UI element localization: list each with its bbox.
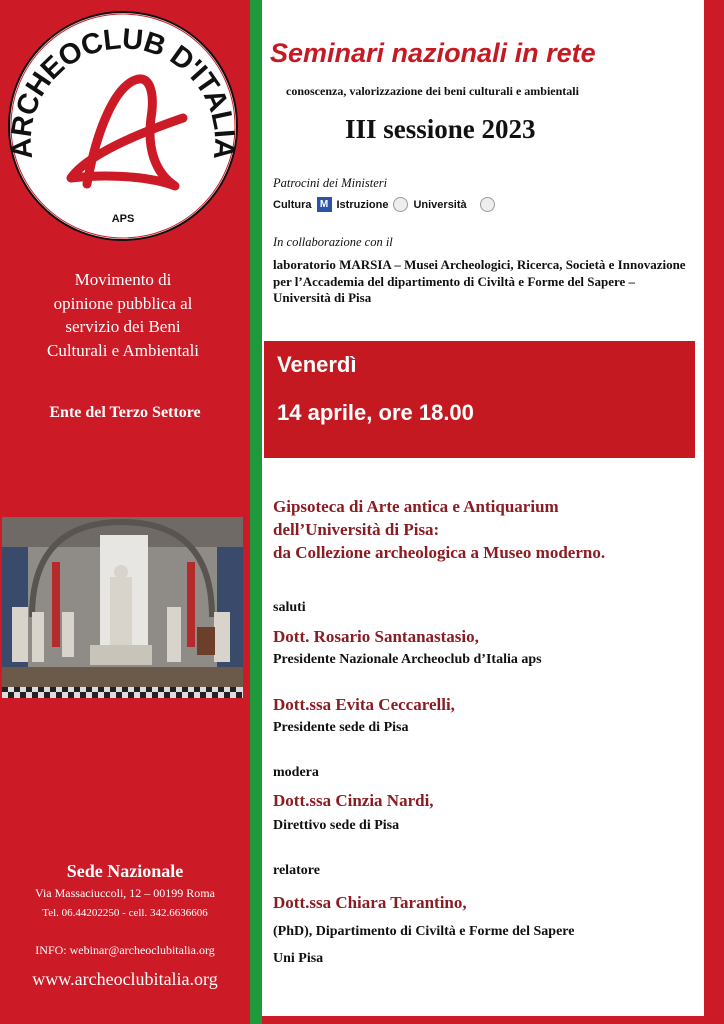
ministry-istruzione-icon: M (317, 197, 332, 212)
modera-label: modera (273, 765, 319, 780)
phone-text: Tel. 06.44202250 - cell. 342.6636606 (42, 907, 208, 919)
gipsoteca-photo (2, 517, 243, 698)
moderator-name: Dott.ssa Cinzia Nardi, (273, 791, 434, 810)
speaker-role-2: Uni Pisa (273, 951, 324, 966)
banner-datetime: 14 aprile, ore 18.00 (277, 400, 474, 425)
speaker-name: Dott.ssa Chiara Tarantino, (273, 893, 467, 912)
speaker2-name: Dott.ssa Evita Ceccarelli, (273, 695, 455, 714)
speaker-role-1: (PhD), Dipartimento di Civiltà e Forme del Sapere (273, 924, 575, 939)
emblem-icon (480, 197, 495, 212)
info-email-link[interactable]: INFO: webinar@archeoclubitalia.org (35, 943, 215, 957)
page-title: Seminari nazionali in rete (270, 38, 596, 68)
collab-label: In collaborazione con il (273, 235, 393, 249)
logo-arc-text: ARCHEOCLUB D'ITALIA (5, 23, 241, 161)
ministry-cultura: Cultura (273, 198, 312, 211)
ministry-istruzione: Istruzione (336, 198, 389, 211)
movement-text: Movimento di opinione pubblica al servizio dei Beni Culturali e Ambientali (46, 270, 200, 360)
speaker1-role: Presidente Nazionale Archeoclub d’Italia aps (273, 652, 542, 667)
moderator-role: Direttivo sede di Pisa (273, 818, 400, 833)
ministries-row (273, 197, 495, 212)
flag-red-band (704, 0, 724, 1024)
left-sidebar (0, 0, 250, 1024)
banner-day: Venerdì (277, 352, 357, 377)
address-text: Via Massaciuccoli, 12 – 00199 Roma (35, 886, 215, 900)
saluti-label: saluti (273, 600, 306, 615)
speaker1-name: Dott. Rosario Santanastasio, (273, 627, 479, 646)
archeoclub-logo (5, 8, 241, 244)
relatore-label: relatore (273, 863, 320, 878)
ente-label: Ente del Terzo Settore (49, 404, 201, 421)
emblem-icon (393, 197, 408, 212)
session-title: III sessione 2023 (345, 114, 536, 144)
logo-aps: APS (111, 213, 135, 225)
seminar-topic: Gipsoteca di Arte antica e Antiquarium dell’Università di Pisa: da Collezione archeologica a Museo moderno. (273, 497, 606, 562)
speaker2-role: Presidente sede di Pisa (273, 720, 409, 735)
website-link[interactable]: www.archeoclubitalia.org (32, 969, 218, 989)
page-subtitle: conoscenza, valorizzazione dei beni culturali e ambientali (286, 84, 579, 98)
ministry-universita: Università (413, 198, 467, 211)
lab-description: laboratorio MARSIA – Musei Archeologici, Ricerca, Società e Innovazione per l’Accademia del dipartimento di Civiltà e Forme del Sapere – Università di Pisa (273, 257, 686, 305)
sede-title: Sede Nazionale (66, 861, 184, 881)
patrocini-label: Patrocini dei Ministeri (273, 176, 388, 190)
flag-red-bottom (262, 1016, 724, 1024)
